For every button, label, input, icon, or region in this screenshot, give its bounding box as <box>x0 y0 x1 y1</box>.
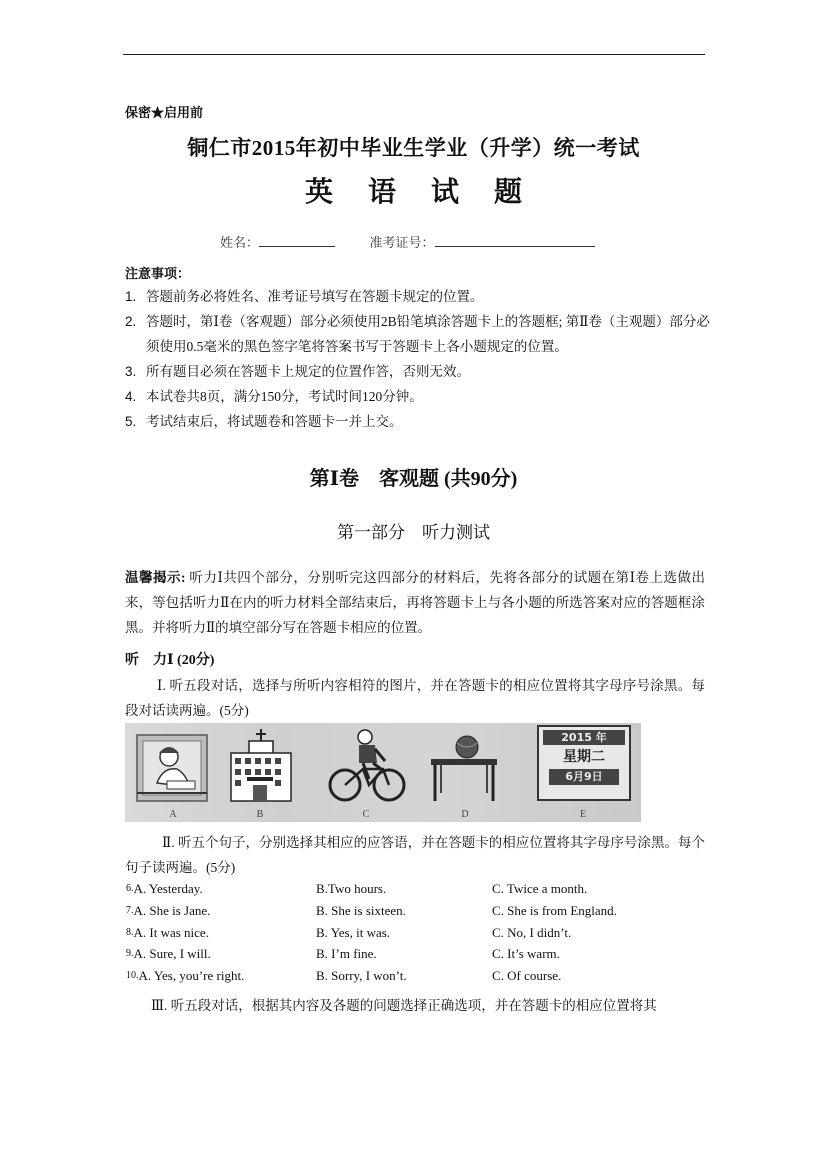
option-b: B. I’m fine. <box>316 946 377 962</box>
option-c: C. Twice a month. <box>492 881 588 896</box>
calendar-icon <box>537 725 631 801</box>
picture-strip <box>125 723 641 822</box>
question-number: 10. <box>126 970 139 982</box>
name-field[interactable] <box>259 234 335 247</box>
option-a: A. It was nice. <box>133 924 209 940</box>
option-c: C. Of course. <box>492 968 562 984</box>
hospital-icon <box>225 723 295 808</box>
calendar-year: 2015 年 <box>543 730 625 745</box>
option-a: A. Sure, I will. <box>133 946 211 962</box>
picture-a <box>133 723 213 822</box>
picture-b <box>225 723 295 822</box>
question-number: 9. <box>126 948 134 960</box>
question-number: 6. <box>126 883 134 894</box>
calendar-weekday: 星期二 <box>563 749 605 765</box>
picture-d <box>425 723 505 822</box>
question-row <box>126 943 692 965</box>
ball-on-table-icon <box>425 723 505 808</box>
calendar-date: 6月9日 <box>549 769 619 785</box>
notice-text: 考试结束后，将试题卷和答题卡一并上交。 <box>146 414 403 429</box>
picture-label: B <box>256 809 264 820</box>
picture-e <box>533 723 633 822</box>
tips-text: 听力Ⅰ共四个部分，分别听完这四部分的材料后，先将各部分的试题在第Ⅰ卷上选做出来，等包括听力Ⅱ在内的听力材料全部结束后，再将答题卡上与各小题的所选答案对应的答题框涂黑。并将听力Ⅱ的填空部分写在答题卡相应的位置。 <box>125 570 705 635</box>
option-a: A. She is Jane. <box>133 902 211 918</box>
subject-title: 英 语 试 题 <box>304 177 536 208</box>
question-row <box>126 922 692 944</box>
question-number: 8. <box>126 926 134 938</box>
notice-item <box>125 309 710 359</box>
question-row <box>126 965 692 987</box>
notice-heading: 注意事项： <box>125 266 191 281</box>
notice-item <box>125 409 710 434</box>
name-label: 姓名： <box>220 235 260 250</box>
picture-label: E <box>579 809 587 820</box>
top-rule <box>123 54 705 55</box>
notice-item <box>125 384 710 409</box>
listening-heading: 听 力Ⅰ (20分) <box>125 653 215 668</box>
confidential-label: 保密★启用前 <box>125 105 204 120</box>
exam-id-label: 准考证号： <box>369 235 435 250</box>
question-row <box>126 900 692 922</box>
notice-list <box>125 284 710 434</box>
notice-number: 1. <box>125 289 137 304</box>
option-b: B.Two hours. <box>316 881 387 896</box>
option-c: C. It’s warm. <box>492 946 560 962</box>
picture-label: A <box>169 809 177 820</box>
notice-text: 本试卷共8页，满分150分，考试时间120分钟。 <box>146 389 423 404</box>
notice-text: 所有题目必须在答题卡上规定的位置作答，否则无效。 <box>146 364 470 379</box>
notice-number: 4. <box>125 389 137 404</box>
listening-part2-instructions: Ⅱ. 听五个句子，分别选择其相应的应答语，并在答题卡的相应位置将其字母序号涂黑。每个句子读两遍。(5分) <box>125 835 705 875</box>
option-c: C. No, I didn’t. <box>492 924 572 940</box>
notice-item <box>125 284 710 309</box>
picture-label: D <box>461 809 469 820</box>
section-heading: 第Ⅰ卷 客观题 (共90分) <box>309 468 518 490</box>
question-row <box>126 878 692 900</box>
notice-number: 5. <box>125 414 137 429</box>
candidate-info-bar <box>220 232 595 251</box>
bicycle-rider-icon <box>323 723 409 808</box>
picture-label: C <box>362 809 370 820</box>
notice-text: 答题时，第Ⅰ卷（客观题）部分必须使用2B铅笔填涂答题卡上的答题框; 第Ⅱ卷（主观题）部分必须使用0.5毫米的黑色签字笔将答案书写于答题卡上各小题规定的位置。 <box>146 314 710 354</box>
option-b: B. Sorry, I won’t. <box>316 968 407 984</box>
notice-number: 3. <box>125 364 137 379</box>
picture-c <box>323 723 409 822</box>
exam-id-field[interactable] <box>435 234 595 247</box>
listening-part3-instructions: Ⅲ. 听五段对话，根据其内容及各题的问题选择正确选项，并在答题卡的相应位置将其 <box>151 998 657 1013</box>
tips-paragraph <box>125 565 705 640</box>
question-number: 7. <box>126 904 134 916</box>
exam-title: 铜仁市2015年初中毕业生学业（升学）统一考试 <box>187 136 640 160</box>
option-a: A. Yes, you’re right. <box>138 968 245 984</box>
part-heading: 第一部分 听力测试 <box>337 523 490 542</box>
tips-label: 温馨揭示: <box>125 570 186 585</box>
notice-number: 2. <box>125 314 137 329</box>
question-table <box>126 878 692 987</box>
option-a: A. Yesterday. <box>133 881 203 896</box>
option-b: B. Yes, it was. <box>316 924 391 940</box>
notice-item <box>125 359 710 384</box>
option-c: C. She is from England. <box>492 902 617 918</box>
listening-part1-instructions: Ⅰ. 听五段对话，选择与所听内容相符的图片，并在答题卡的相应位置将其字母序号涂黑。每段对话读两遍。(5分) <box>125 678 705 718</box>
girl-reading-icon <box>133 723 213 808</box>
option-b: B. She is sixteen. <box>316 902 406 918</box>
notice-text: 答题前务必将姓名、准考证号填写在答题卡规定的位置。 <box>146 289 484 304</box>
